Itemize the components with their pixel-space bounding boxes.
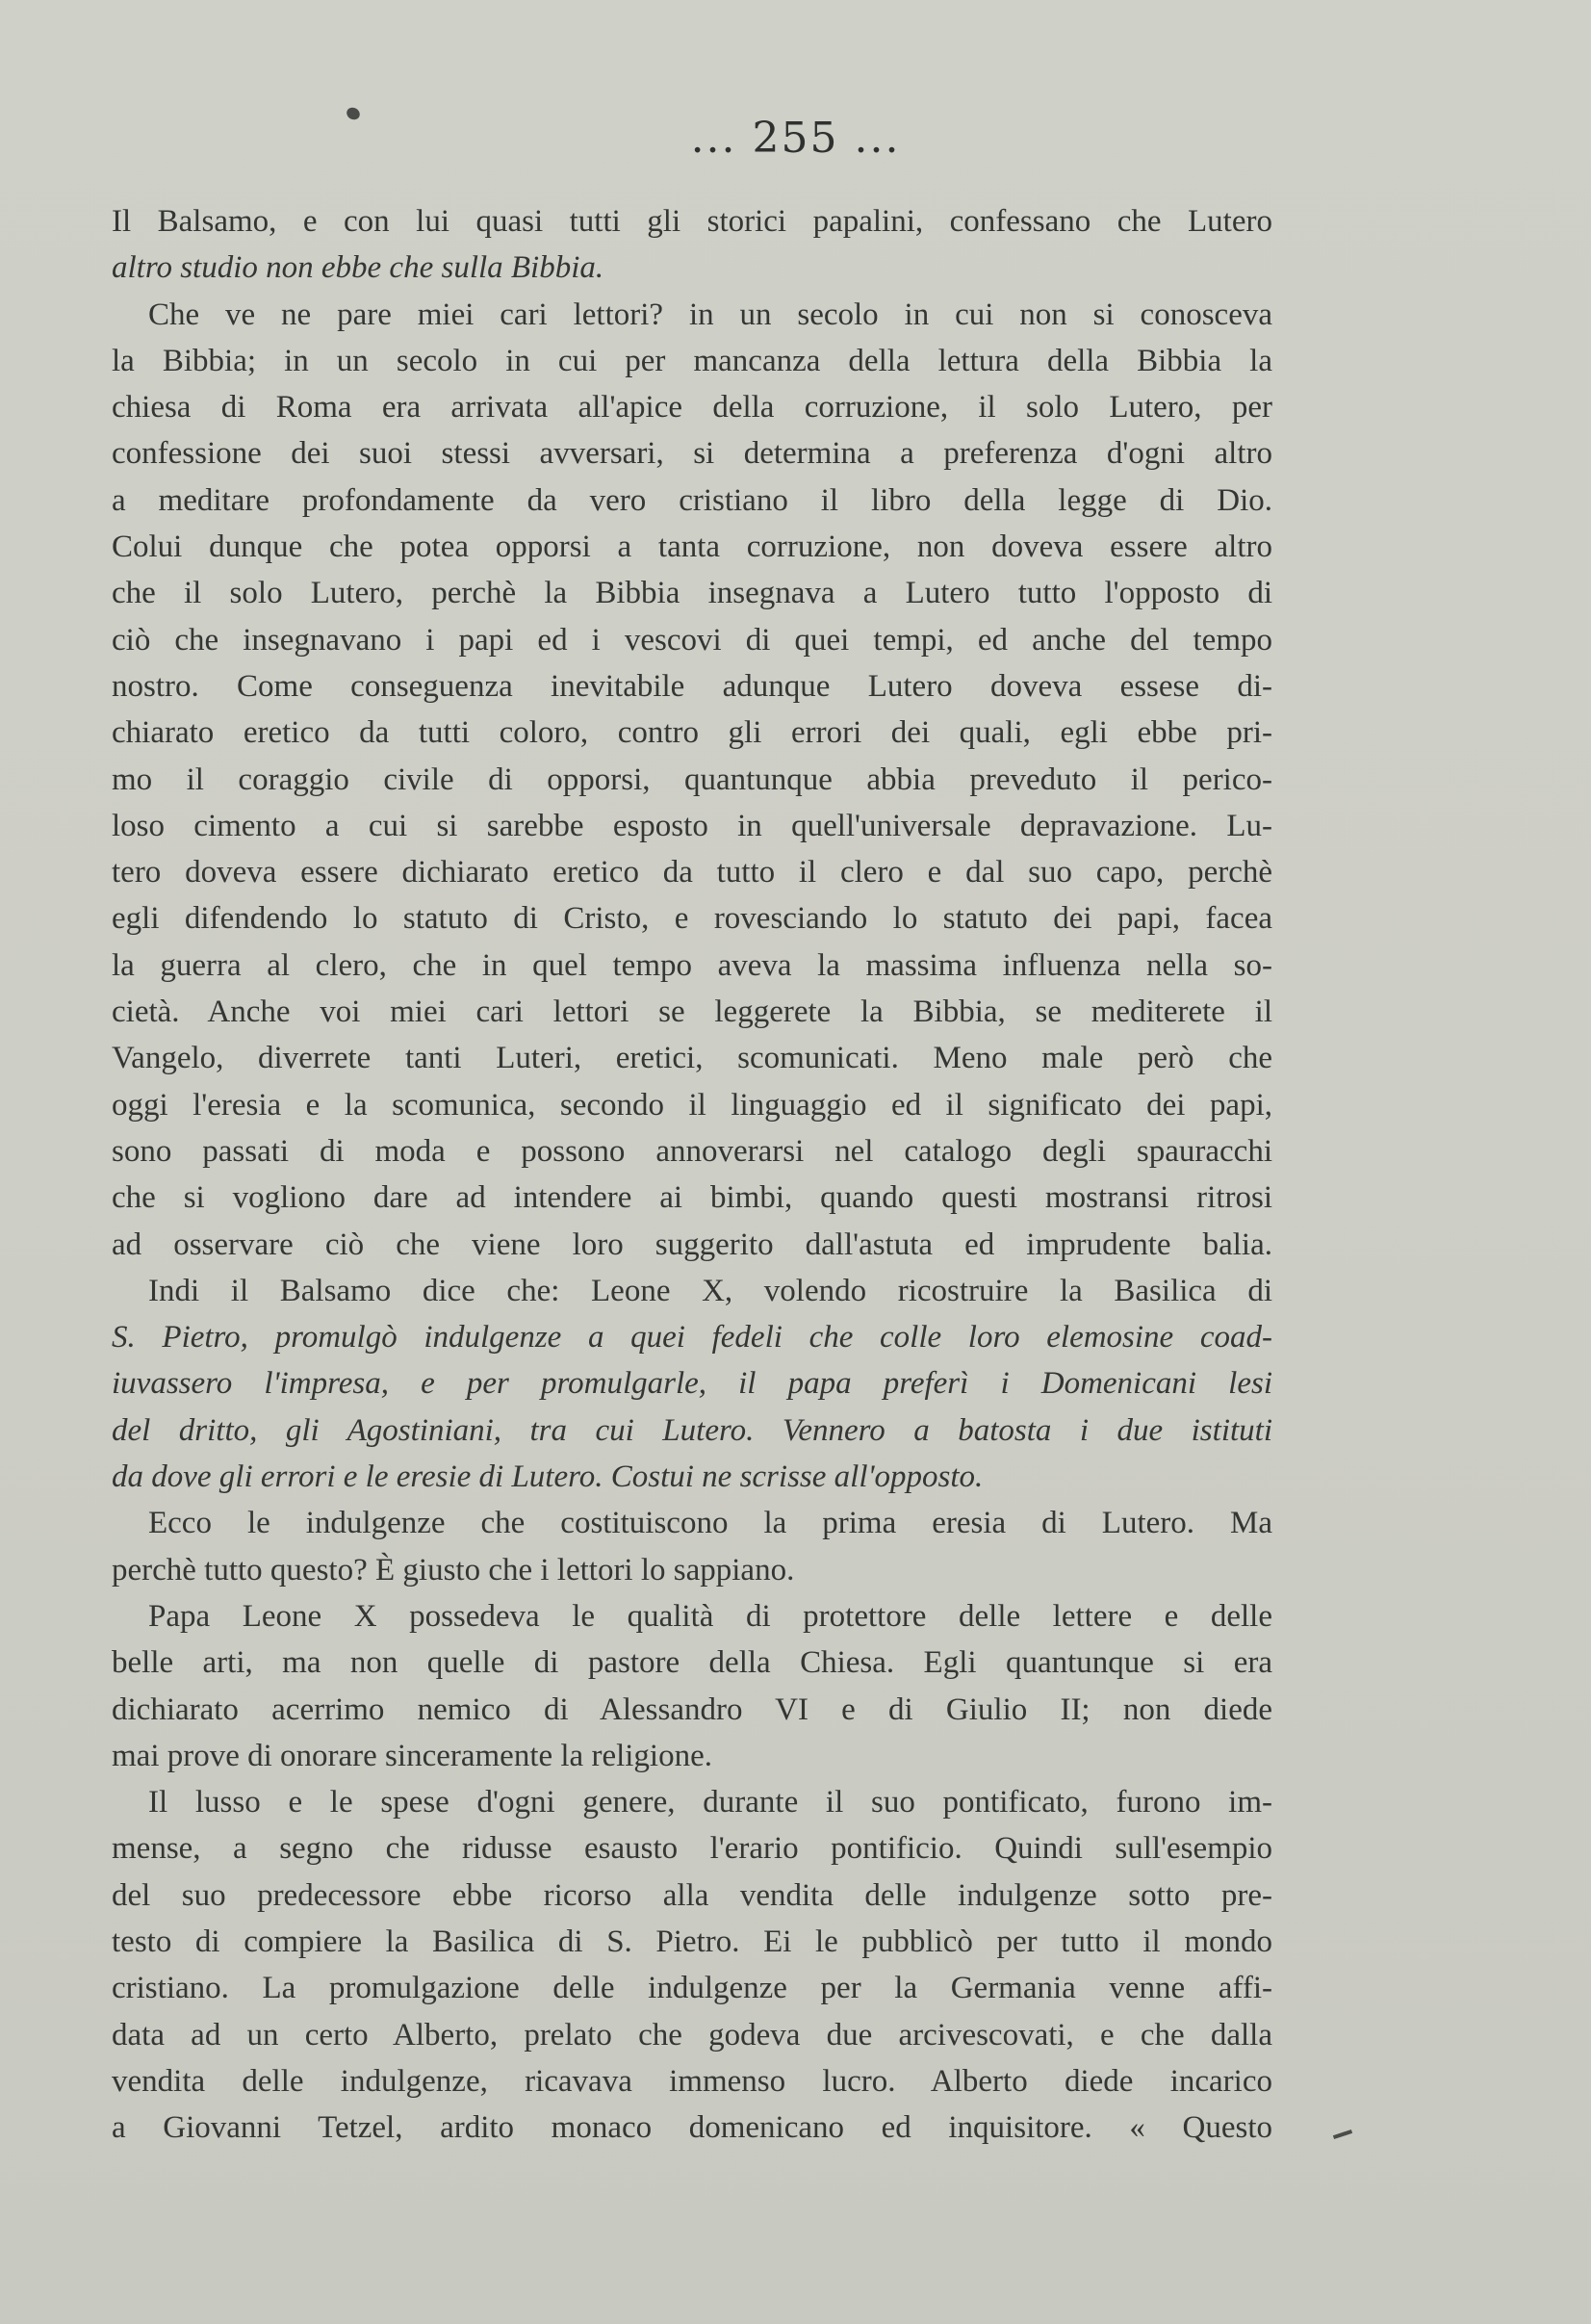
text-line: che si vogliono dare ad intendere ai bimbi, quando questi mostransi ritrosi bbox=[112, 1180, 1272, 1216]
text-line: Colui dunque che potea opporsi a tanta corruzione, non doveva essere altro bbox=[112, 529, 1272, 565]
text-line: Il lusso e le spese d'ogni genere, durante il suo pontificato, furono im- bbox=[148, 1785, 1272, 1820]
text-line: cietà. Anche voi miei cari lettori se leggerete la Bibbia, se mediterete il bbox=[112, 994, 1272, 1030]
text-line: dichiarato acerrimo nemico di Alessandro VI e di Giulio II; non diede bbox=[112, 1691, 1272, 1727]
text-line: ciò che insegnavano i papi ed i vescovi di quei tempi, ed anche del tempo bbox=[112, 622, 1272, 658]
text-line: Che ve ne pare miei cari lettori? in un secolo in cui non si conosceva bbox=[148, 297, 1272, 332]
page-body bbox=[112, 198, 1272, 2151]
text-line: confessione dei suoi stessi avversari, si determina a preferenza d'ogni altro bbox=[112, 436, 1272, 472]
text-line: la guerra al clero, che in quel tempo aveva la massima influenza nella so- bbox=[112, 947, 1272, 983]
text-line: Papa Leone X possedeva le qualità di protettore delle lettere e delle bbox=[148, 1598, 1272, 1634]
text-line: oggi l'eresia e la scomunica, secondo il linguaggio ed il significato dei papi, bbox=[112, 1087, 1272, 1123]
text-line: Indi il Balsamo dice che: Leone X, volendo ricostruire la Basilica di bbox=[148, 1273, 1272, 1308]
text-line: vendita delle indulgenze, ricavava immenso lucro. Alberto diede incarico bbox=[112, 2063, 1272, 2099]
text-line: chiesa di Roma era arrivata all'apice della corruzione, il solo Lutero, per bbox=[112, 390, 1272, 426]
page-number: ... 255 ... bbox=[690, 114, 901, 163]
text-line: del dritto, gli Agostiniani, tra cui Lutero. Vennero a batosta i due istituti bbox=[112, 1412, 1272, 1448]
text-line: a Giovanni Tetzel, ardito monaco domenicano ed inquisitore. « Questo bbox=[112, 2110, 1272, 2146]
text-line: mo il coraggio civile di opporsi, quantunque abbia preveduto il perico- bbox=[112, 762, 1272, 797]
ink-mark bbox=[1333, 2130, 1352, 2139]
text-line: S. Pietro, promulgò indulgenze a quei fedeli che colle loro elemosine coad- bbox=[112, 1320, 1272, 1356]
text-line: che il solo Lutero, perchè la Bibbia insegnava a Lutero tutto l'opposto di bbox=[112, 576, 1272, 611]
text-line: Vangelo, diverrete tanti Luteri, eretici, scomunicati. Meno male però che bbox=[112, 1041, 1272, 1076]
text-line: Il Balsamo, e con lui quasi tutti gli storici papalini, confessano che Lutero bbox=[112, 204, 1272, 239]
text-line: sono passati di moda e possono annoverarsi nel catalogo degli spauracchi bbox=[112, 1133, 1272, 1169]
text-line: perchè tutto questo? È giusto che i lettori lo sappiano. bbox=[112, 1552, 795, 1588]
text-line: cristiano. La promulgazione delle indulgenze per la Germania venne affi- bbox=[112, 1971, 1272, 2006]
text-line: nostro. Come conseguenza inevitabile adunque Lutero doveva essese di- bbox=[112, 668, 1272, 704]
text-line: data ad un certo Alberto, prelato che godeva due arcivescovati, e che dalla bbox=[112, 2017, 1272, 2053]
text-line: Ecco le indulgenze che costituiscono la prima eresia di Lutero. Ma bbox=[148, 1506, 1272, 1541]
text-line: testo di compiere la Basilica di S. Pietro. Ei le pubblicò per tutto il mondo bbox=[112, 1924, 1272, 1959]
text-line: a meditare profondamente da vero cristiano il libro della legge di Dio. bbox=[112, 482, 1272, 518]
text-line: chiarato eretico da tutti coloro, contro gli errori dei quali, egli ebbe pri- bbox=[112, 715, 1272, 751]
text-line: iuvassero l'impresa, e per promulgarle, il papa preferì i Domenicani lesi bbox=[112, 1366, 1272, 1402]
text-line: del suo predecessore ebbe ricorso alla vendita delle indulgenze sotto pre- bbox=[112, 1877, 1272, 1913]
text-line: tero doveva essere dichiarato eretico da tutto il clero e dal suo capo, perchè bbox=[112, 855, 1272, 891]
text-line: ad osservare ciò che viene loro suggerito dall'astuta ed imprudente balia. bbox=[112, 1227, 1272, 1262]
text-line: belle arti, ma non quelle di pastore della Chiesa. Egli quantunque si era bbox=[112, 1645, 1272, 1681]
text-line: mai prove di onorare sinceramente la religione. bbox=[112, 1738, 712, 1773]
text-line: da dove gli errori e le eresie di Lutero. Costui ne scrisse all'opposto. bbox=[112, 1459, 984, 1495]
text-line: altro studio non ebbe che sulla Bibbia. bbox=[112, 250, 604, 286]
text-line: la Bibbia; in un secolo in cui per mancanza della lettura della Bibbia la bbox=[112, 343, 1272, 378]
text-line: loso cimento a cui si sarebbe esposto in quell'universale depravazione. Lu- bbox=[112, 808, 1272, 843]
text-line: mense, a segno che ridusse esausto l'erario pontificio. Quindi sull'esempio bbox=[112, 1831, 1272, 1867]
text-line: egli difendendo lo statuto di Cristo, e rovesciando lo statuto dei papi, facea bbox=[112, 901, 1272, 937]
